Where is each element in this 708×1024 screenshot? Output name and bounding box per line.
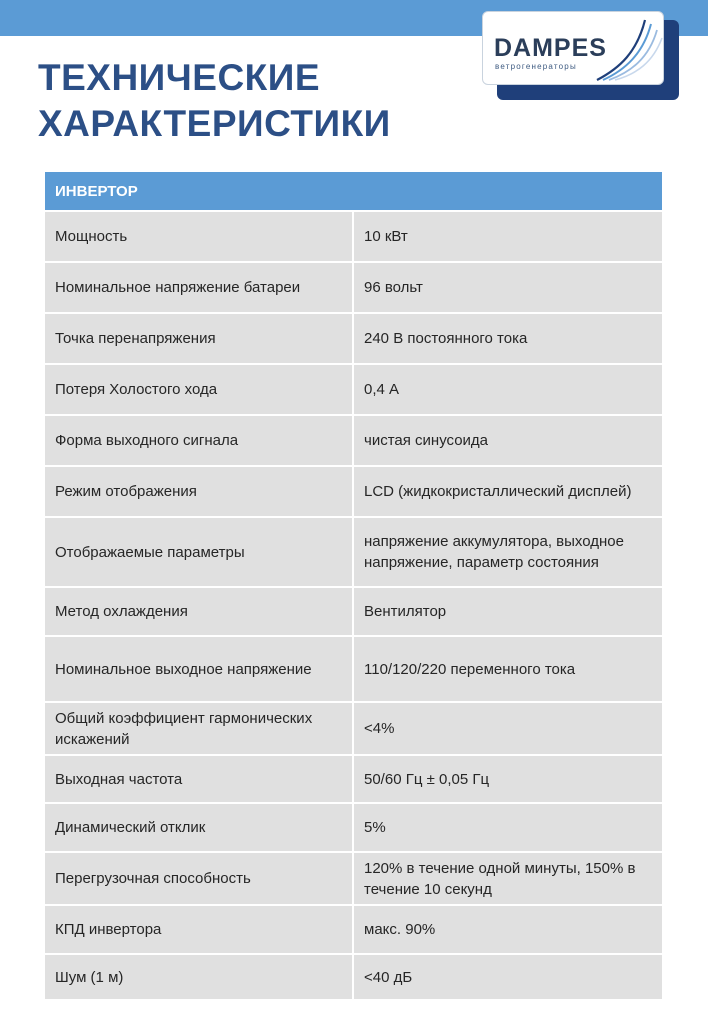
param-cell: Выходная частота bbox=[45, 756, 354, 802]
logo-subtitle: ветрогенераторы bbox=[495, 62, 577, 71]
param-cell: Перегрузочная способность bbox=[45, 853, 354, 904]
table-row bbox=[45, 416, 662, 467]
param-cell: Потеря Холостого хода bbox=[45, 365, 354, 414]
wind-swoosh-icon bbox=[595, 16, 664, 82]
value-cell: 96 вольт bbox=[364, 279, 423, 296]
value-cell: чистая синусоида bbox=[364, 432, 489, 449]
param-cell: Мощность bbox=[45, 212, 354, 261]
param-cell: Форма выходного сигнала bbox=[45, 416, 354, 465]
value-cell: <4% bbox=[364, 720, 395, 737]
table-row bbox=[45, 853, 662, 906]
table-row bbox=[45, 467, 662, 518]
param-cell: Номинальное напряжение батареи bbox=[45, 263, 354, 312]
table-row bbox=[45, 703, 662, 756]
table-row bbox=[45, 955, 662, 1001]
value-cell: 50/60 Гц ± 0,05 Гц bbox=[364, 770, 490, 788]
table-row bbox=[45, 588, 662, 637]
table-row bbox=[45, 756, 662, 804]
param-cell: Точка перенапряжения bbox=[45, 314, 354, 363]
table-header: ИНВЕРТОР bbox=[45, 172, 662, 212]
value-cell: 0,4 А bbox=[364, 381, 400, 398]
value-cell: макс. 90% bbox=[364, 921, 436, 938]
logo-wordmark: DAMPES bbox=[494, 34, 607, 62]
company-logo bbox=[482, 11, 664, 85]
param-cell: КПД инвертора bbox=[45, 906, 354, 953]
page-title: ТЕХНИЧЕСКИЕ ХАРАКТЕРИСТИКИ bbox=[38, 57, 391, 144]
param-cell: Динамический отклик bbox=[45, 804, 354, 851]
value-cell: напряжение аккумулятора, выходное напряжение, параметр состояния bbox=[364, 533, 624, 571]
table-row bbox=[45, 518, 662, 588]
value-cell: 120% в течение одной минуты, 150% в течение 10 секунд bbox=[364, 859, 636, 898]
param-cell: Метод охлаждения bbox=[45, 588, 354, 635]
param-cell: Шум (1 м) bbox=[45, 955, 354, 999]
inverter-spec-table bbox=[45, 172, 662, 1001]
table-row bbox=[45, 212, 662, 263]
value-cell: Вентилятор bbox=[364, 603, 447, 620]
table-row bbox=[45, 263, 662, 314]
param-cell: Общий коэффициент гармонических искажений bbox=[45, 703, 354, 754]
param-cell: Отображаемые параметры bbox=[45, 518, 354, 586]
param-cell: Режим отображения bbox=[45, 467, 354, 516]
table-row bbox=[45, 365, 662, 416]
value-cell: 240 В постоянного тока bbox=[364, 330, 528, 347]
value-cell: LCD (жидкокристаллический дисплей) bbox=[364, 483, 632, 500]
table-row bbox=[45, 906, 662, 955]
param-cell: Номинальное выходное напряжение bbox=[45, 637, 354, 701]
table-row bbox=[45, 314, 662, 365]
table-row bbox=[45, 804, 662, 853]
table-row bbox=[45, 637, 662, 703]
value-cell: 10 кВт bbox=[364, 228, 408, 245]
value-cell: <40 дБ bbox=[364, 968, 413, 986]
value-cell: 5% bbox=[364, 819, 386, 836]
value-cell: 110/120/220 переменного тока bbox=[364, 660, 576, 678]
